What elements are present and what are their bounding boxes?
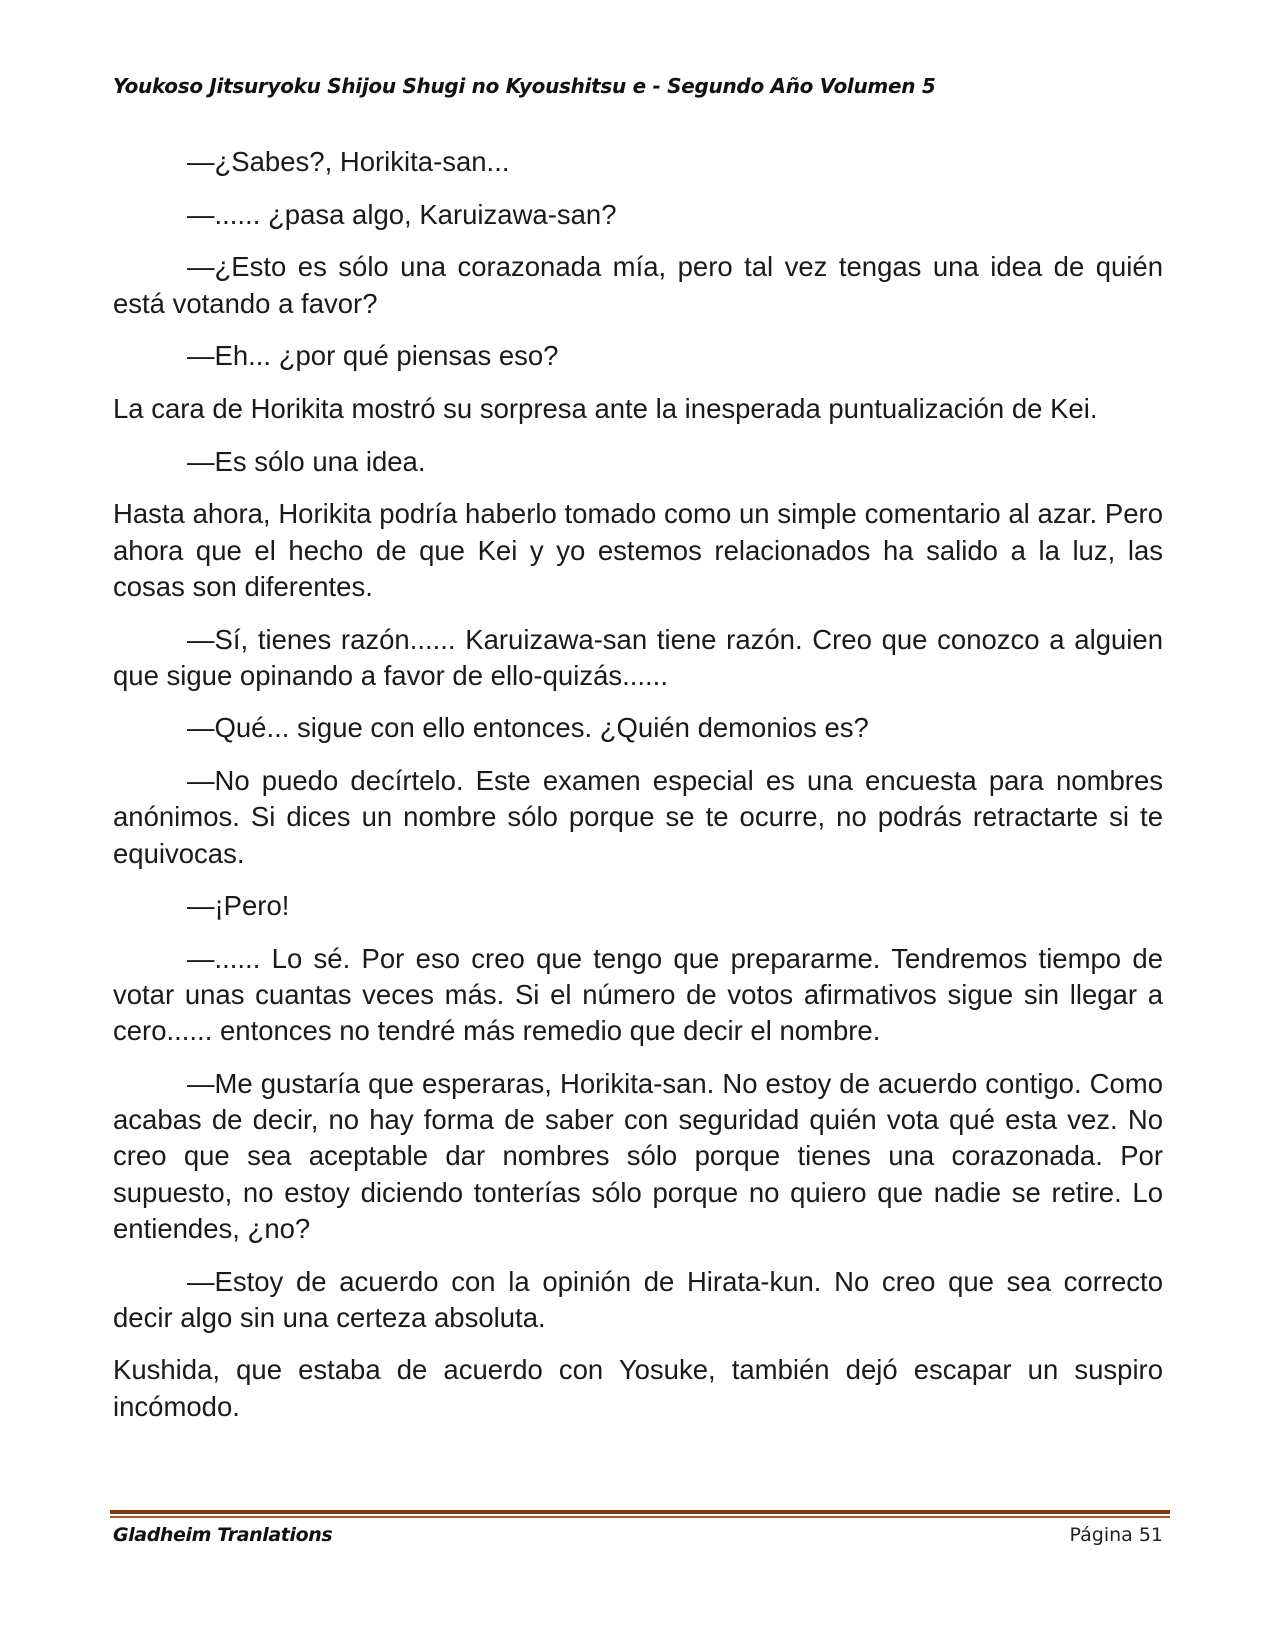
paragraph-15: Kushida, que estaba de acuerdo con Yosuke, también dejó escapar un suspiro incómodo. [113,1354,1163,1422]
paragraph-4: —Eh... ¿por qué piensas eso? [187,340,559,372]
page-header-title: Youkoso Jitsuryoku Shijou Shugi no Kyoushitsu e - Segundo Año Volumen 5 [113,74,936,98]
page-number: 51 [1138,1524,1163,1546]
paragraph-7: Hasta ahora, Horikita podría haberlo tomado como un simple comentario al azar. Pero ahora que el hecho de que Kei y yo estemos relacionados ha salido a la luz, las cosas son diferentes. [113,498,1163,602]
page-label: Página [1069,1524,1133,1546]
paragraph-8: —Sí, tienes razón...... Karuizawa-san tiene razón. Creo que conozco a alguien que sigue opinando a favor de ello-quizás...... [113,623,1163,691]
paragraph-3: —¿Esto es sólo una corazonada mía, pero tal vez tengas una idea de quién está votando a favor? [113,251,1163,319]
paragraph-12: —...... Lo sé. Por eso creo que tengo que prepararme. Tendremos tiempo de votar unas cuantas veces más. Si el número de votos afirmativos sigue sin llegar a cero...... entonces no tendré más remedio que decir el nombre. [113,942,1163,1047]
paragraph-9: —Qué... sigue con ello entonces. ¿Quién demonios es? [187,712,869,744]
paragraph-10: —No puedo decírtelo. Este examen especial es una encuesta para nombres anónimos. Si dices un nombre sólo porque se te ocurre, no podrás retractarte si te equivocas. [113,765,1163,869]
body-text [113,144,1163,1441]
paragraph-5: La cara de Horikita mostró su sorpresa ante la inesperada puntualización de Kei. [113,393,1098,425]
paragraph-1: —¿Sabes?, Horikita-san... [187,146,510,177]
paragraph-14: —Estoy de acuerdo con la opinión de Hirata-kun. No creo que sea correcto decir algo sin una certeza absoluta. [113,1265,1163,1333]
paragraph-2: —...... ¿pasa algo, Karuizawa-san? [187,198,617,230]
footer-page-number [1070,1524,1163,1546]
paragraph-6: —Es sólo una idea. [187,445,426,477]
footer-translator: Gladheim Tranlations [113,1524,333,1546]
footer-divider [110,1510,1170,1518]
paragraph-11: —¡Pero! [187,890,290,922]
paragraph-13: —Me gustaría que esperaras, Horikita-san. No estoy de acuerdo contigo. Como acabas de decir, no hay forma de saber con seguridad quién vota qué esta vez. No creo que sea aceptable dar nombres sólo porque tienes una corazonada. Por supuesto, no estoy diciendo tonterías sólo porque no quiero que nadie se retire. Lo entiendes, ¿no? [113,1068,1163,1244]
